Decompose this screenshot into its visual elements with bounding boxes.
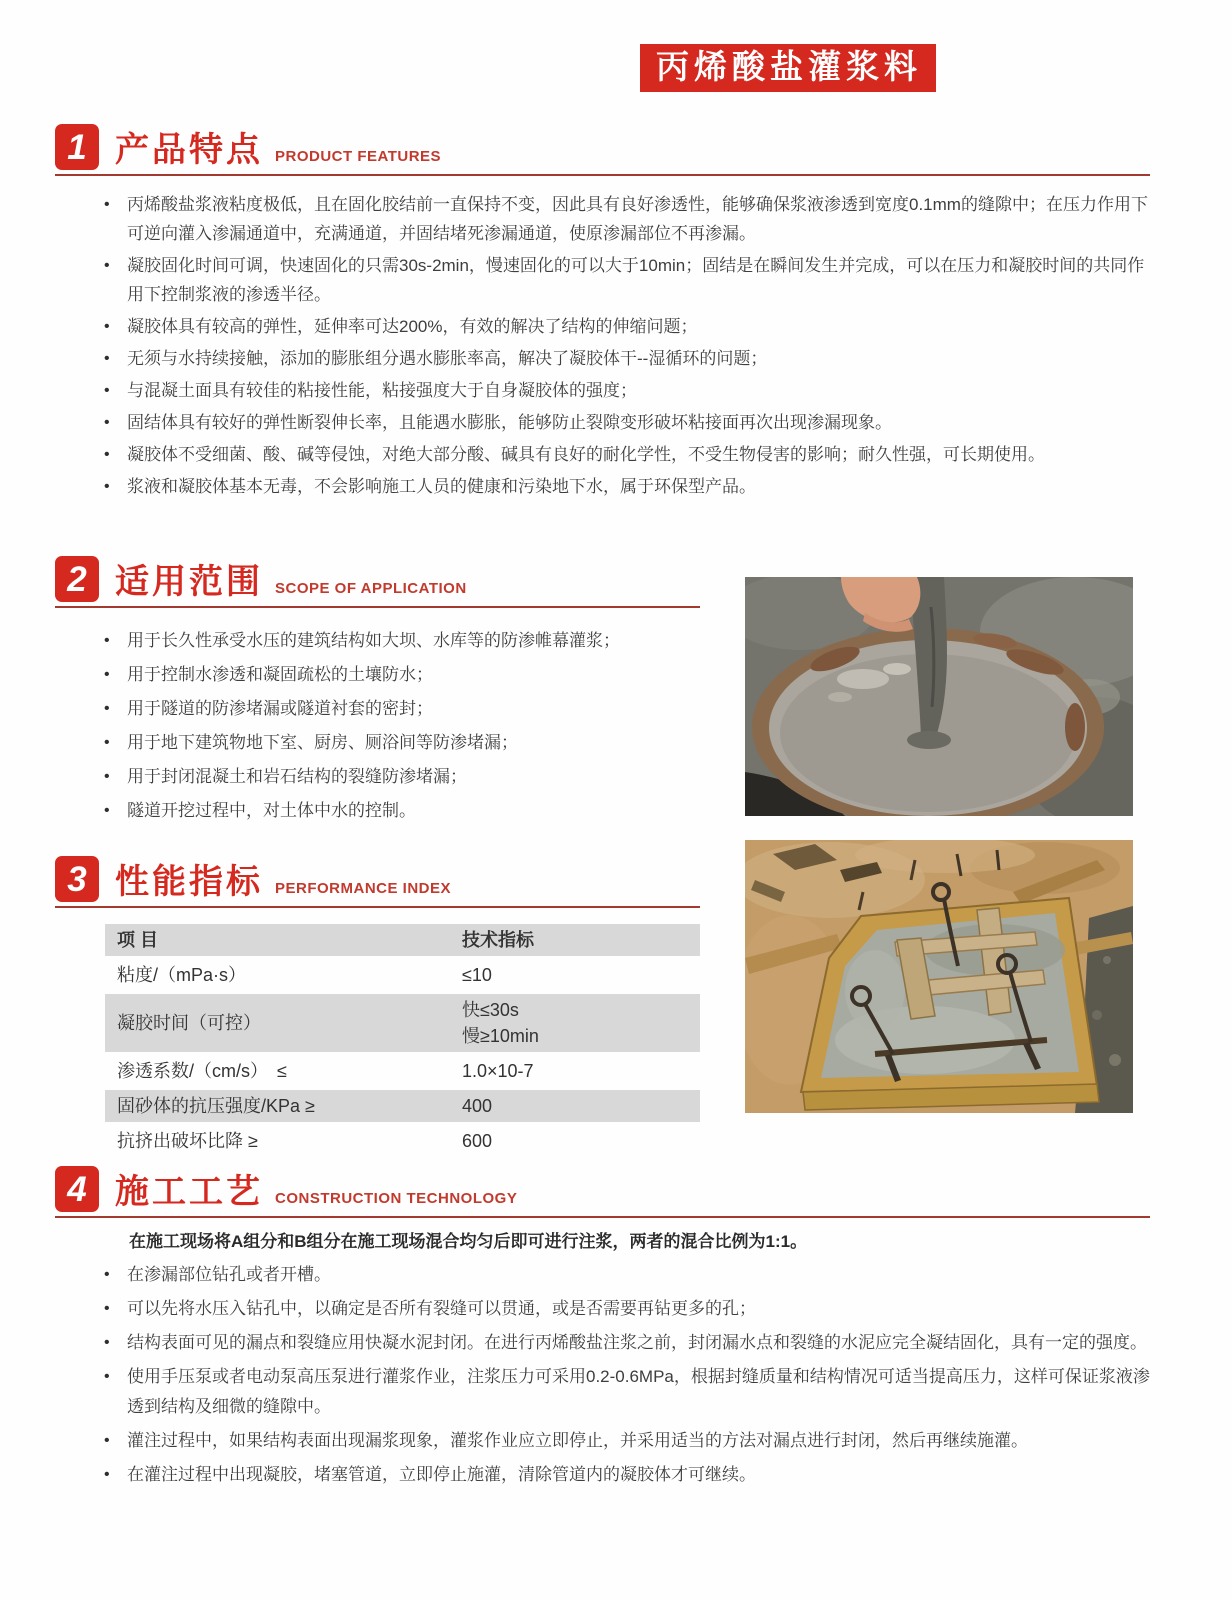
section-construction-technology <box>55 1166 1151 1494</box>
spec-value: ≤10 <box>450 959 700 994</box>
table-row <box>105 1125 700 1160</box>
list-item: • 在灌注过程中出现凝胶，堵塞管道，立即停止施灌，清除管道内的凝胶体才可继续。 <box>101 1460 1151 1490</box>
spec-item: 抗挤出破坏比降 ≥ <box>105 1125 450 1160</box>
list-item: • 浆液和凝胶体基本无毒，不会影响施工人员的健康和污染地下水，属于环保型产品。 <box>101 472 1151 501</box>
spec-value: 400 <box>450 1090 700 1125</box>
column-header-value: 技术指标 <box>450 924 700 959</box>
list-item: • 用于地下建筑物地下室、厨房、厕浴间等防渗堵漏； <box>101 728 701 757</box>
column-header-item: 项 目 <box>105 924 450 959</box>
list-item: • 用于长久性承受水压的建筑结构如大坝、水库等的防渗帷幕灌浆； <box>101 626 701 655</box>
section-number-badge: 1 <box>55 124 99 170</box>
section-product-features <box>55 124 1151 504</box>
list-item: • 凝胶体不受细菌、酸、碱等侵蚀，对绝大部分酸、碱具有良好的耐化学性，不受生物侵害的影响；耐久性强，可长期使用。 <box>101 440 1151 469</box>
list-item: • 与混凝土面具有较佳的粘接性能，粘接强度大于自身凝胶体的强度； <box>101 376 1151 405</box>
list-item: • 灌注过程中，如果结构表面出现漏浆现象，灌浆作业应立即停止，并采用适当的方法对漏点进行封闭，然后再继续施灌。 <box>101 1426 1151 1456</box>
table-row <box>105 1090 700 1125</box>
list-item: • 固结体具有较好的弹性断裂伸长率，且能遇水膨胀，能够防止裂隙变形破坏粘接面再次出现渗漏现象。 <box>101 408 1151 437</box>
table-header-row <box>105 924 700 959</box>
section-number-badge: 2 <box>55 556 99 602</box>
list-item: • 隧道开挖过程中，对土体中水的控制。 <box>101 796 701 825</box>
section-header <box>55 556 700 608</box>
list-item: • 凝胶固化时间可调，快速固化的只需30s-2min，慢速固化的可以大于10min；固结是在瞬间发生并完成，可以在压力和凝胶时间的共同作用下控制浆液的渗透半径。 <box>101 251 1151 309</box>
performance-index-table <box>105 924 700 1160</box>
list-item: • 无须与水持续接触，添加的膨胀组分遇水膨胀率高，解决了凝胶体干--湿循环的问题； <box>101 344 1151 373</box>
feature-list <box>55 190 1151 501</box>
spec-value-line: 快≤30s <box>462 1000 519 1020</box>
construction-step-list <box>55 1260 1151 1490</box>
list-item: • 用于隧道的防渗堵漏或隧道衬套的密封； <box>101 694 701 723</box>
spec-value <box>450 994 700 1055</box>
list-item: • 结构表面可见的漏点和裂缝应用快凝水泥封闭。在进行丙烯酸盐注浆之前，封闭漏水点和裂缝的水泥应完全凝结固化，具有一定的强度。 <box>101 1328 1151 1358</box>
formwork-photo <box>745 840 1133 1113</box>
list-item: • 用于封闭混凝土和岩石结构的裂缝防渗堵漏； <box>101 762 701 791</box>
spec-item: 固砂体的抗压强度/KPa ≥ <box>105 1090 450 1125</box>
table-row <box>105 1055 700 1090</box>
formwork-illustration <box>745 840 1133 1113</box>
mixing-instruction-intro: 在施工现场将A组分和B组分在施工现场混合均匀后即可进行注浆，两者的混合比例为1:1。 <box>129 1232 808 1251</box>
section-title-zh: 性能指标 <box>115 863 263 901</box>
table-row <box>105 994 700 1055</box>
application-list <box>55 626 701 825</box>
section-header <box>55 856 700 908</box>
spec-value: 600 <box>450 1125 700 1160</box>
section-title-en: SCOPE OF APPLICATION <box>275 580 467 597</box>
spec-value: 1.0×10-7 <box>450 1055 700 1090</box>
section-title-zh: 适用范围 <box>115 563 263 601</box>
grout-mixing-illustration <box>745 577 1133 816</box>
section-header <box>55 124 1150 176</box>
section-title-en: PERFORMANCE INDEX <box>275 880 452 897</box>
table-row <box>105 959 700 994</box>
spec-item: 粘度/（mPa·s） <box>105 959 450 994</box>
section-scope-of-application <box>55 556 701 830</box>
section-header <box>55 1166 1150 1218</box>
list-item: • 在渗漏部位钻孔或者开槽。 <box>101 1260 1151 1290</box>
section-title-en: PRODUCT FEATURES <box>275 148 442 165</box>
section-performance-index <box>55 856 700 1160</box>
section-number-badge: 4 <box>55 1166 99 1212</box>
grout-mixing-photo <box>745 577 1133 816</box>
list-item: • 凝胶体具有较高的弹性，延伸率可达200%，有效的解决了结构的伸缩问题； <box>101 312 1151 341</box>
spec-item: 凝胶时间（可控） <box>105 994 450 1055</box>
page-title: 丙烯酸盐灌浆料 <box>640 44 936 92</box>
spec-item: 渗透系数/（cm/s） ≤ <box>105 1055 450 1090</box>
section-title-zh: 施工工艺 <box>115 1173 263 1211</box>
section-title-en: CONSTRUCTION TECHNOLOGY <box>275 1190 518 1207</box>
section-title-zh: 产品特点 <box>115 131 263 169</box>
section-number-badge: 3 <box>55 856 99 902</box>
list-item: • 可以先将水压入钻孔中，以确定是否所有裂缝可以贯通，或是否需要再钻更多的孔； <box>101 1294 1151 1324</box>
list-item: • 用于控制水渗透和凝固疏松的土壤防水； <box>101 660 701 689</box>
spec-value-line: 慢≥10min <box>462 1026 539 1046</box>
list-item: • 丙烯酸盐浆液粘度极低，且在固化胶结前一直保持不变，因此具有良好渗透性，能够确保浆液渗透到宽度0.1mm的缝隙中；在压力作用下可逆向灌入渗漏通道中，充满通道，并固结堵死渗漏通道，使原渗漏部位不再渗漏。 <box>101 190 1151 248</box>
list-item: • 使用手压泵或者电动泵高压泵进行灌浆作业，注浆压力可采用0.2-0.6MPa，根据封缝质量和结构情况可适当提高压力，这样可保证浆液渗透到结构及细微的缝隙中。 <box>101 1362 1151 1422</box>
